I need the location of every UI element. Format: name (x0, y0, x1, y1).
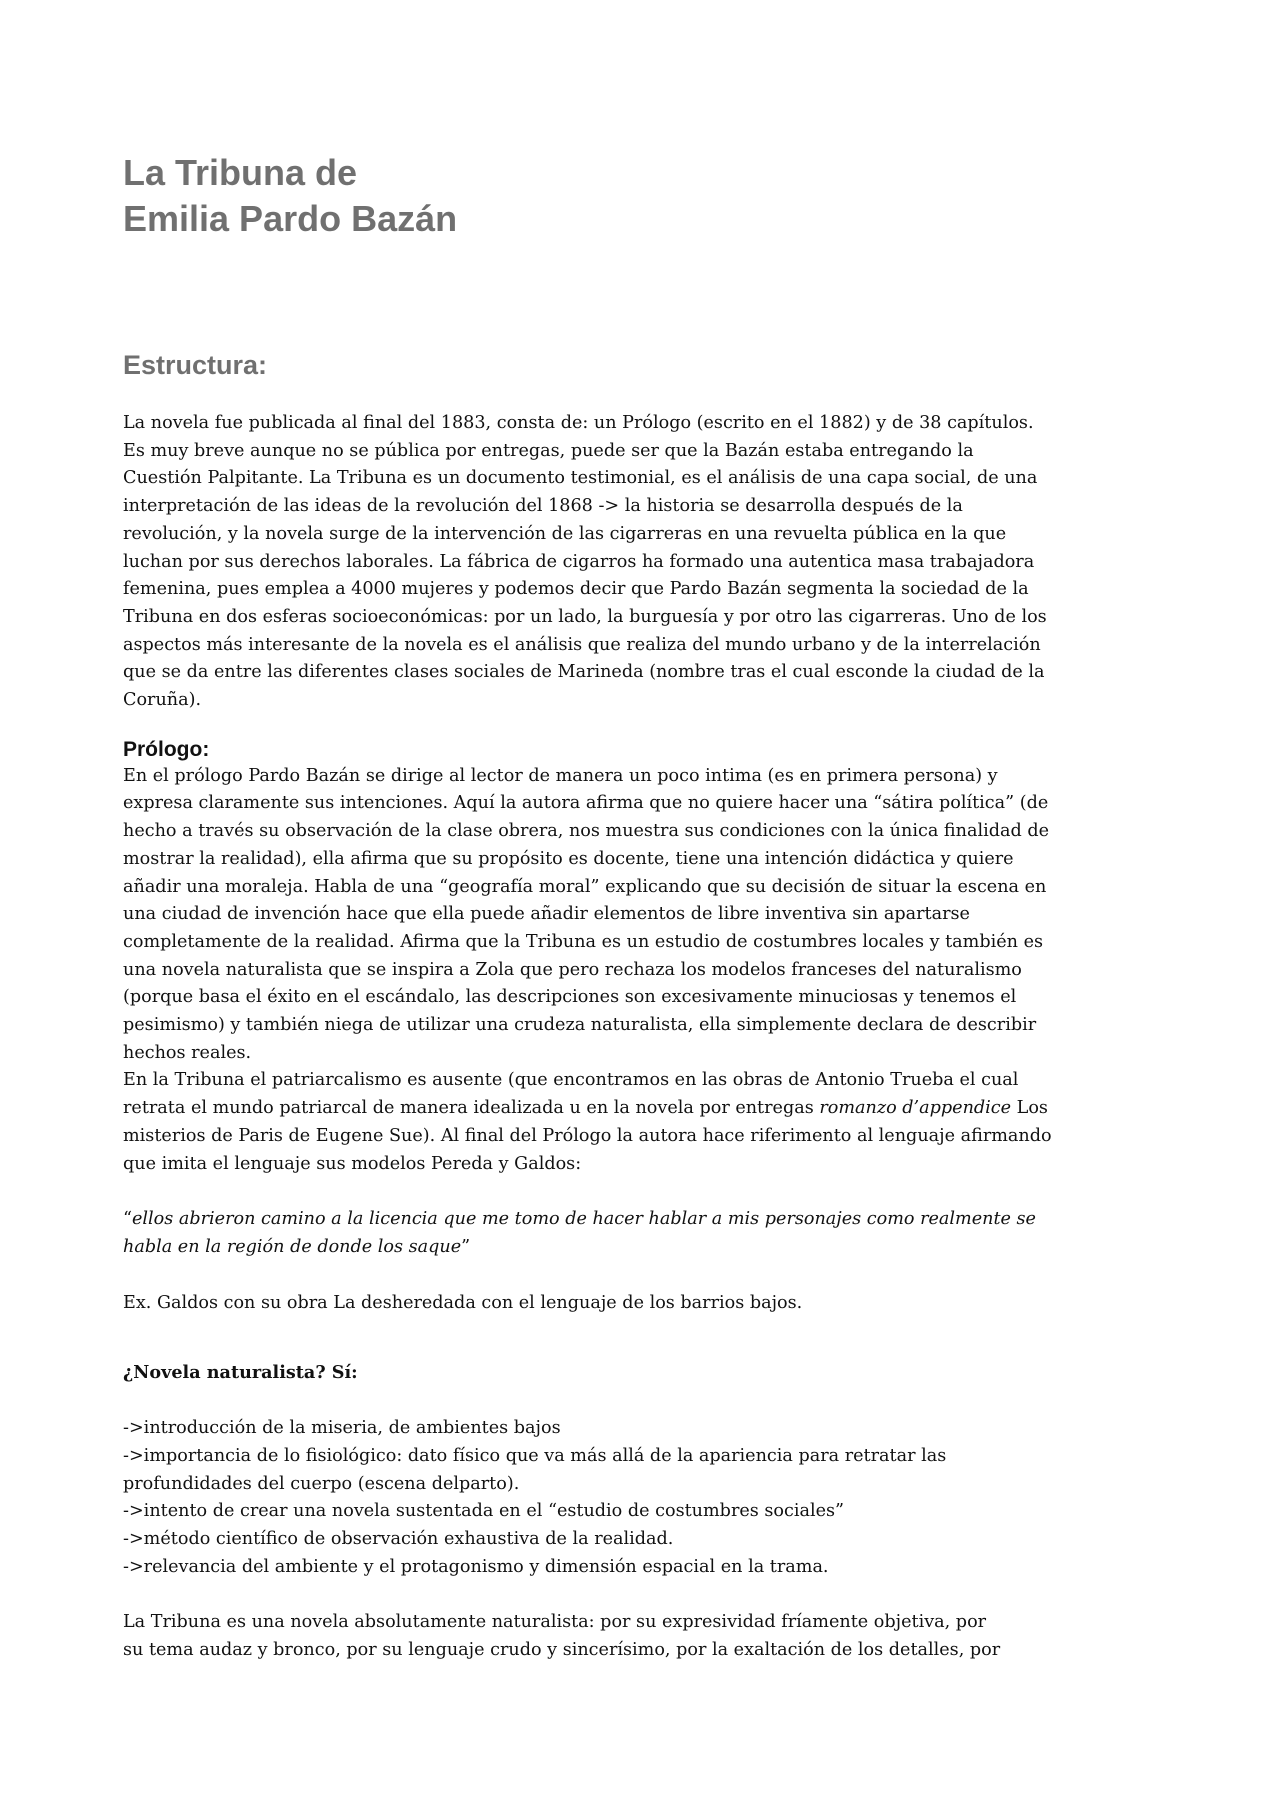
naturalista-conclusion: La Tribuna es una novela absolutamente naturalista: por su expresividad fríamente objetiva, por su tema audaz y bronco, por su lenguaje crudo y sincerísimo, por la exaltación de los detalles, por (123, 1612, 1001, 1661)
prologo-paragraph-2 (123, 1067, 1183, 1178)
title-line-1: La Tribuna de (123, 152, 358, 193)
title-line-2: Emilia Pardo Bazán (123, 198, 458, 239)
quote-open-mark: “ (123, 1209, 132, 1230)
document-page (123, 150, 1183, 1665)
author-quote (123, 1206, 1183, 1261)
quote-text: ellos abrieron camino a la licencia que me tomo de hacer hablar a mis personajes como realmente se habla en la región de donde los saque (123, 1209, 1036, 1257)
estructura-paragraph: La novela fue publicada al final del 1883, consta de: un Prólogo (escrito en el 1882) y de 38 capítulos. Es muy breve aunque no se pública por entregas, puede ser que la Bazán estaba entregando la Cuestión Palpitante. La Tribuna es un documento testimonial, es el análisis de una capa social, de una interpretación de las ideas de la revolución del 1868 -> la historia se desarrolla después de la revolución, y la novela surge de la intervención de las cigarreras en una revuelta pública en la que luchan por sus derechos laborales. La fábrica de cigarros ha formado una autentica masa trabajadora femenina, pues emplea a 4000 mujeres y podemos decir que Pardo Bazán segmenta la sociedad de la Tribuna en dos esferas socioeconómicas: por un lado, la burguesía y por otro las cigarreras. Uno de los aspectos más interesante de la novela es el análisis que realiza del mundo urbano y de la interrelación que se da entre las diferentes clases sociales de Marineda (nombre tras el cual esconde la ciudad de la Coruña). (123, 413, 1047, 711)
prologo-paragraph-2-end: Los misterios de Paris de Eugene Sue). Al final del Prólogo la autora hace riferimento al lenguaje afirmando que imita el lenguaje sus modelos Pereda y Galdos: (123, 1098, 1052, 1174)
list-item: ->intento de crear una novela sustentada en el “estudio de costumbres sociales” (123, 1501, 845, 1522)
list-item: ->relevancia del ambiente y el protagonismo y dimensión espacial en la trama. (123, 1556, 829, 1577)
prologo-heading: Prólogo: (123, 737, 210, 761)
galdos-example: Ex. Galdos con su obra La desheredada con el lenguaje de los barrios bajos. (123, 1292, 803, 1313)
list-item: ->método científico de observación exhaustiva de la realidad. (123, 1528, 674, 1549)
estructura-heading: Estructura: (123, 350, 268, 380)
document-title (123, 150, 1183, 242)
naturalista-list (123, 1415, 1183, 1581)
romanzo-appendice-italic: romanzo d’appendice (819, 1098, 1012, 1119)
quote-close-mark: ” (461, 1236, 471, 1257)
prologo-paragraph-1: En el prólogo Pardo Bazán se dirige al lector de manera un poco intima (es en primera persona) y expresa claramente sus intenciones. Aquí la autora afirma que no quiere hacer una “sátira política” (de hecho a través su observación de la clase obrera, nos muestra sus condiciones con la única finalidad de mostrar la realidad), ella afirma que su propósito es docente, tiene una intención didáctica y quiere añadir una moraleja. Habla de una “geografía moral” explicando que su decisión de situar la escena en una ciudad de invención hace que ella puede añadir elementos de libre inventiva sin apartarse completamente de la realidad. Afirma que la Tribuna es un estudio de costumbres locales y también es una novela naturalista que se inspira a Zola que pero rechaza los modelos franceses del naturalismo (porque basa el éxito en el escándalo, las descripciones son excesivamente minuciosas y tenemos el pesimismo) y también niega de utilizar una crudeza naturalista, ella simplemente declara de describir hechos reales. (123, 765, 1049, 1063)
list-item: ->importancia de lo fisiológico: dato físico que va más allá de la apariencia para retratar las profundidades del cuerpo (escena delparto). (123, 1445, 947, 1494)
list-item: ->introducción de la miseria, de ambientes bajos (123, 1418, 561, 1439)
naturalista-heading: ¿Novela naturalista? Sí: (123, 1362, 358, 1384)
prologo-paragraph-2-start: En la Tribuna el patriarcalismo es ausente (que encontramos en las obras de Antonio Trueba el cual retrata el mundo patriarcal de manera idealizada u en la novela por entregas (123, 1070, 1019, 1119)
